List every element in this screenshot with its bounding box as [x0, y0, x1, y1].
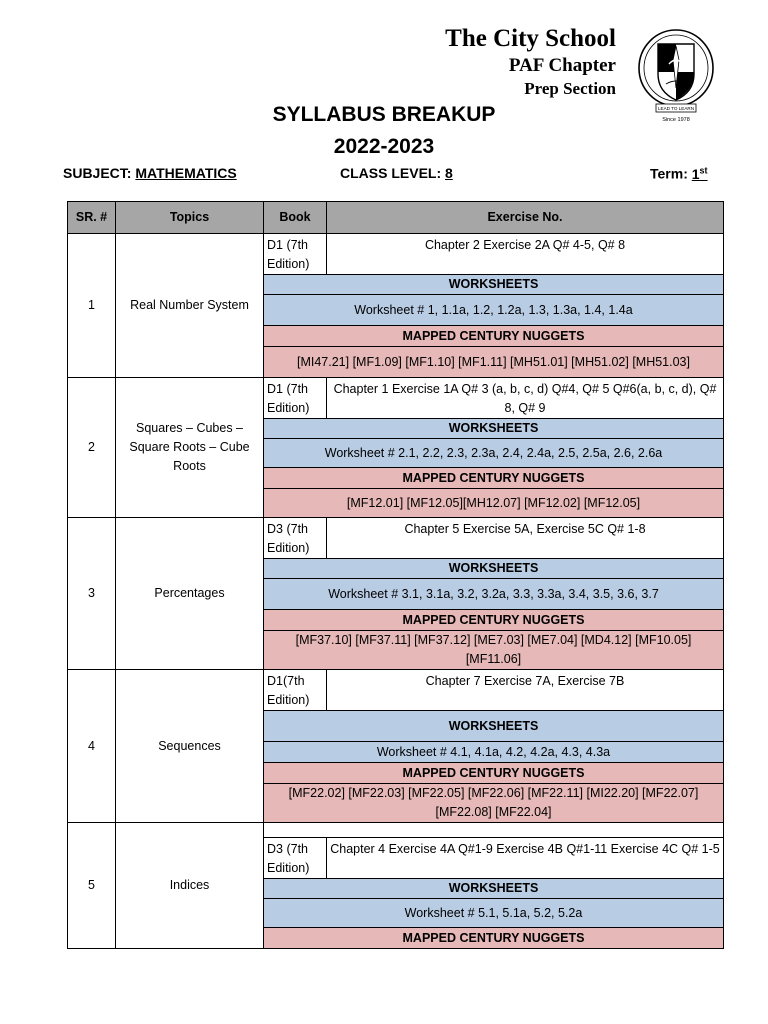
sr-cell: 5 — [68, 823, 116, 949]
exercise-cell: Chapter 4 Exercise 4A Q#1-9 Exercise 4B Q#1-11 Exercise 4C Q# 1-5 — [327, 838, 724, 879]
nuggets-heading: MAPPED CENTURY NUGGETS — [264, 763, 724, 784]
logo-since: Since 1978 — [662, 117, 690, 123]
worksheets-list: Worksheet # 2.1, 2.2, 2.3, 2.3a, 2.4, 2.4a, 2.5, 2.5a, 2.6, 2.6a — [264, 439, 724, 468]
worksheets-list: Worksheet # 1, 1.1a, 1.2, 1.2a, 1.3, 1.3a, 1.4, 1.4a — [264, 295, 724, 326]
subject-label: SUBJECT: — [63, 165, 132, 181]
table-row — [68, 518, 724, 559]
header-book: Book — [264, 202, 327, 234]
academic-year: 2022-2023 — [333, 135, 435, 158]
document-title: SYLLABUS BREAKUP — [272, 103, 496, 126]
table-header-row — [68, 202, 724, 234]
header-sr: SR. # — [68, 202, 116, 234]
topic-cell: Real Number System — [116, 234, 264, 378]
school-section: Prep Section — [524, 79, 616, 98]
nuggets-list: [MF22.02] [MF22.03] [MF22.05] [MF22.06] [MF22.11] [MI22.20] [MF22.07] [MF22.08] [MF22.04] — [264, 784, 724, 823]
subject-field — [63, 165, 237, 181]
header-exercise: Exercise No. — [327, 202, 724, 234]
book-cell: D1(7th Edition) — [264, 670, 327, 711]
table-row — [68, 823, 724, 838]
topic-cell: Percentages — [116, 518, 264, 670]
nuggets-list: [MI47.21] [MF1.09] [MF1.10] [MF1.11] [MH51.01] [MH51.02] [MH51.03] — [264, 347, 724, 378]
nuggets-heading: MAPPED CENTURY NUGGETS — [264, 326, 724, 347]
sr-cell: 4 — [68, 670, 116, 823]
book-cell: D3 (7th Edition) — [264, 518, 327, 559]
exercise-cell: Chapter 7 Exercise 7A, Exercise 7B — [327, 670, 724, 711]
book-cell: D1 (7th Edition) — [264, 378, 327, 419]
nuggets-heading: MAPPED CENTURY NUGGETS — [264, 468, 724, 489]
exercise-cell: Chapter 2 Exercise 2A Q# 4-5, Q# 8 — [327, 234, 724, 275]
class-level-value: 8 — [445, 165, 453, 181]
exercise-cell: Chapter 5 Exercise 5A, Exercise 5C Q# 1-8 — [327, 518, 724, 559]
worksheets-heading: WORKSHEETS — [264, 879, 724, 899]
worksheets-list: Worksheet # 5.1, 5.1a, 5.2, 5.2a — [264, 899, 724, 928]
spacer-cell — [264, 823, 724, 838]
nuggets-heading: MAPPED CENTURY NUGGETS — [264, 610, 724, 631]
topic-cell: Indices — [116, 823, 264, 949]
book-cell: D1 (7th Edition) — [264, 234, 327, 275]
nuggets-list: [MF12.01] [MF12.05][MH12.07] [MF12.02] [MF12.05] — [264, 489, 724, 518]
worksheets-heading: WORKSHEETS — [264, 711, 724, 742]
logo-motto: LEAD TO LEARN — [657, 106, 695, 111]
topic-cell: Sequences — [116, 670, 264, 823]
school-name: The City School — [445, 25, 616, 52]
term-value: 1st — [691, 165, 708, 182]
term-label: Term: — [650, 165, 688, 182]
syllabus-table — [67, 201, 724, 949]
worksheets-heading: WORKSHEETS — [264, 275, 724, 295]
sr-cell: 2 — [68, 378, 116, 518]
worksheets-list: Worksheet # 4.1, 4.1a, 4.2, 4.2a, 4.3, 4.3a — [264, 742, 724, 763]
table-row — [68, 670, 724, 711]
sr-cell: 1 — [68, 234, 116, 378]
sr-cell: 3 — [68, 518, 116, 670]
table-row — [68, 378, 724, 419]
nuggets-list: [MF37.10] [MF37.11] [MF37.12] [ME7.03] [ME7.04] [MD4.12] [MF10.05] [MF11.06] — [264, 631, 724, 670]
worksheets-heading: WORKSHEETS — [264, 559, 724, 579]
header-topics: Topics — [116, 202, 264, 234]
term-field — [650, 165, 708, 182]
nuggets-heading: MAPPED CENTURY NUGGETS — [264, 928, 724, 949]
class-level-field — [340, 165, 453, 181]
class-level-label: CLASS LEVEL: — [340, 165, 442, 181]
topic-cell: Squares – Cubes – Square Roots – Cube Roots — [116, 378, 264, 518]
book-cell: D3 (7th Edition) — [264, 838, 327, 879]
subject-value: MATHEMATICS — [135, 165, 237, 181]
school-header — [445, 24, 616, 100]
school-chapter: PAF Chapter — [508, 55, 616, 76]
worksheets-list: Worksheet # 3.1, 3.1a, 3.2, 3.2a, 3.3, 3.3a, 3.4, 3.5, 3.6, 3.7 — [264, 579, 724, 610]
worksheets-heading: WORKSHEETS — [264, 419, 724, 439]
table-row — [68, 234, 724, 275]
exercise-cell: Chapter 1 Exercise 1A Q# 3 (a, b, c, d) Q#4, Q# 5 Q#6(a, b, c, d), Q# 8, Q# 9 — [327, 378, 724, 419]
